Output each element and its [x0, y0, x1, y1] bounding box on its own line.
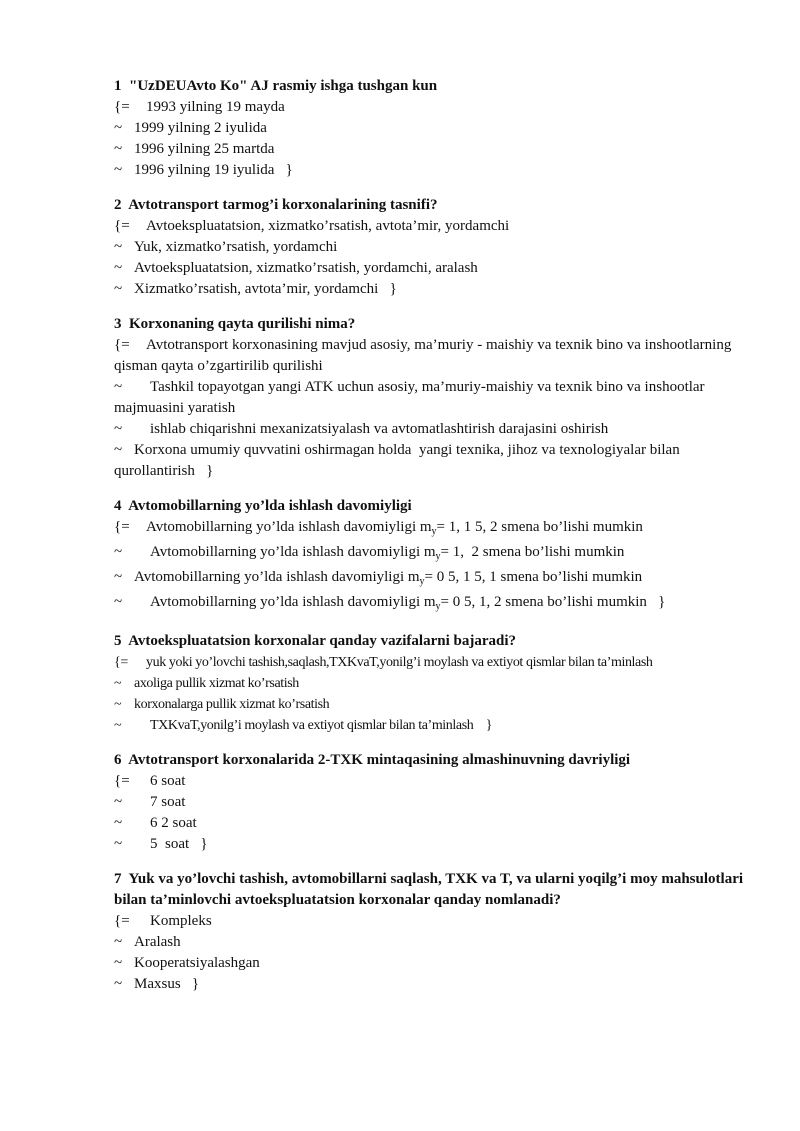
- correct-answer: {= Kompleks: [114, 913, 212, 929]
- question-title: 4 Avtomobillarning yo’lda ishlash davomiyligi: [114, 498, 412, 514]
- question-title: 2 Avtotransport tarmog’i korxonalarining tasnifi?: [114, 197, 438, 213]
- wrong-answer: ~ 5 soat }: [114, 836, 208, 852]
- wrong-answer: ~ Kooperatsiyalashgan: [114, 955, 260, 971]
- wrong-answer: ~ Avtomobillarning yo’lda ishlash davomiyligi $m_y= 0$ 5, 1, 2 smena bo’lishi mumkin }: [114, 594, 666, 612]
- question-title: 7 Yuk va yo’lovchi tashish, avtomobillarni saqlash, TXK va T, va ularni yoqilg’i moy mahsulotlari bilan ta’minlovchi avtoekspluatatsion korxonalar qanday nomlanadi?: [114, 871, 747, 908]
- wrong-answer: ~ 1999 yilning 2 iyulida: [114, 120, 267, 136]
- correct-answer: {= yuk yoki yo’lovchi tashish,saqlash,TXKvaT,yonilg’i moylash va extiyot qismlar bilan ta’minlash: [114, 655, 653, 670]
- wrong-answer: ~ Avtomobillarning yo’lda ishlash davomiyligi $m_y= 0$ 5, 1 5, 1 smena bo’lishi mumkin: [114, 569, 643, 587]
- correct-answer: {= Avtotransport korxonasining mavjud asosiy, ma’muriy - maishiy va texnik bino va inshootlarning qisman qayta o’zgartirilib qurilishi: [114, 337, 739, 374]
- question-7: [114, 869, 747, 995]
- question-5: [114, 631, 744, 736]
- test-document: [114, 76, 747, 1009]
- wrong-answer: ~ Xizmatko’rsatish, avtota’mir, yordamchi }: [114, 281, 397, 297]
- wrong-answer: ~ Avtomobillarning yo’lda ishlash davomiyligi $m_y= 1$, 2 smena bo’lishi mumkin: [114, 544, 625, 562]
- wrong-answer: ~ 6 2 soat: [114, 815, 197, 831]
- wrong-answer: ~ Korxona umumiy quvvatini oshirmagan holda yangi texnika, jihoz va texnologiyalar bilan qurollantirish }: [114, 442, 684, 479]
- question-3: [114, 314, 744, 482]
- correct-answer: {= 1993 yilning 19 mayda: [114, 99, 285, 115]
- wrong-answer: ~ Avtoekspluatatsion, xizmatko’rsatish, yordamchi, aralash: [114, 260, 478, 276]
- question-title: 5 Avtoekspluatatsion korxonalar qanday vazifalarni bajaradi?: [114, 633, 517, 649]
- correct-answer: {= 6 soat: [114, 773, 186, 789]
- question-title: 6 Avtotransport korxonalarida 2-TXK mintaqasining almashinuvning davriyligi: [114, 752, 631, 768]
- question-2: [114, 195, 744, 300]
- wrong-answer: ~ 1996 yilning 25 martda: [114, 141, 275, 157]
- wrong-answer: ~ Yuk, xizmatko’rsatish, yordamchi: [114, 239, 338, 255]
- wrong-answer: ~ Aralash: [114, 934, 181, 950]
- question-6: [114, 750, 744, 855]
- question-4: [114, 496, 744, 617]
- wrong-answer: ~ ishlab chiqarishni mexanizatsiyalash va avtomatlashtirish darajasini oshirish: [114, 421, 609, 437]
- question-title: 1 "UzDEUAvto Ko" AJ rasmiy ishga tushgan kun: [114, 78, 438, 94]
- wrong-answer: ~ Maxsus }: [114, 976, 200, 992]
- correct-answer: {= Avtomobillarning yo’lda ishlash davomiyligi $m_y= 1$, 1 5, 2 smena bo’lishi mumkin: [114, 519, 643, 537]
- wrong-answer: ~ Tashkil topayotgan yangi ATK uchun asosiy, ma’muriy-maishiy va texnik bino va inshootlar majmuasini yaratish: [114, 379, 709, 416]
- wrong-answer: ~ axoliga pullik xizmat ko’rsatish: [114, 676, 299, 691]
- wrong-answer: ~ TXKvaT,yonilg’i moylash va extiyot qismlar bilan ta’minlash }: [114, 718, 493, 733]
- wrong-answer: ~ 1996 yilning 19 iyulida }: [114, 162, 293, 178]
- correct-answer: {= Avtoekspluatatsion, xizmatko’rsatish, avtota’mir, yordamchi: [114, 218, 510, 234]
- question-title: 3 Korxonaning qayta qurilishi nima?: [114, 316, 356, 332]
- wrong-answer: ~ korxonalarga pullik xizmat ko’rsatish: [114, 697, 330, 712]
- wrong-answer: ~ 7 soat: [114, 794, 186, 810]
- question-1: [114, 76, 744, 181]
